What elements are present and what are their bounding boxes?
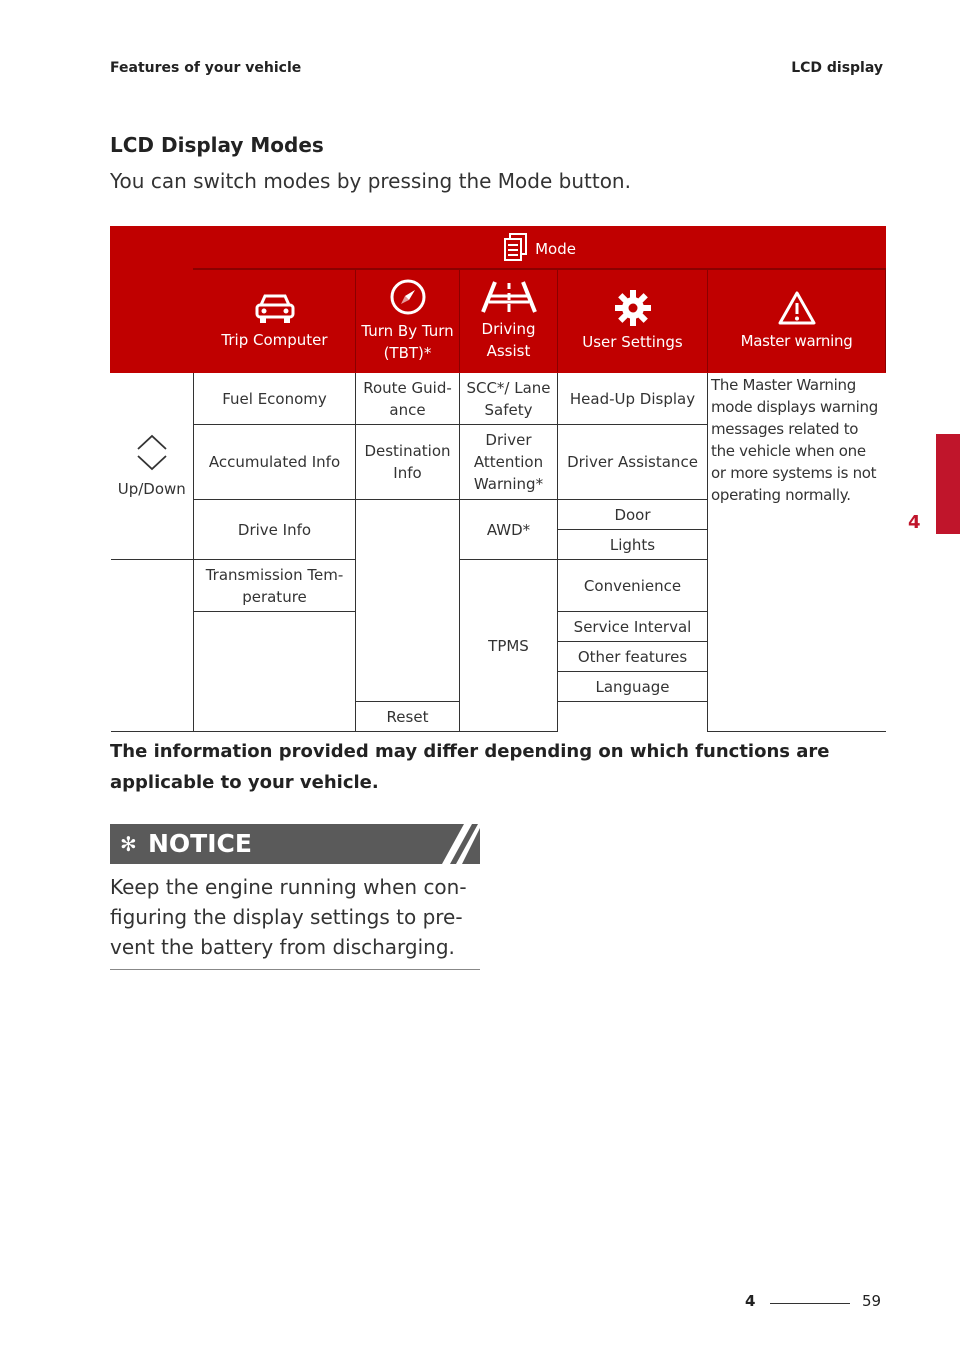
- mode-header-cell: [194, 227, 886, 269]
- column-header-user-settings: [558, 269, 708, 373]
- table-cell: Reset: [356, 702, 460, 732]
- running-header-section: Features of your vehicle: [110, 60, 302, 76]
- table-cell: Door: [558, 500, 708, 530]
- lcd-modes-table: [110, 226, 886, 732]
- footer-chapter-number: 4: [745, 1292, 756, 1310]
- table-cell: TPMS: [460, 560, 558, 732]
- road-lanes-icon: [481, 280, 537, 314]
- column-header-trip-computer: [194, 269, 356, 373]
- table-cell: Accumulated Info: [194, 425, 356, 500]
- warning-triangle-icon: [777, 290, 817, 326]
- column-label-trip-computer: Trip Computer: [221, 330, 328, 349]
- table-cell: Fuel Economy: [194, 373, 356, 425]
- updown-label: Up/Down: [117, 480, 186, 498]
- table-cell-empty: [356, 500, 460, 702]
- chapter-side-tab: [936, 434, 960, 534]
- notice-asterisk-icon: ✻: [120, 832, 137, 856]
- column-header-tbt: [356, 269, 460, 373]
- notice-title: NOTICE: [148, 829, 252, 858]
- table-cell-empty: [194, 612, 356, 732]
- column-header-driving-assist: [460, 269, 558, 373]
- master-warning-description: The Master Warning mode displays warning messages related to the vehicle when one or more systems is not operating normally.: [708, 373, 886, 732]
- table-cell: Drive Info: [194, 500, 356, 560]
- table-cell: Head-Up Display: [558, 373, 708, 425]
- notice-banner: [110, 824, 480, 864]
- table-cell: Other features: [558, 642, 708, 672]
- table-cell: Language: [558, 672, 708, 702]
- table-cell: Convenience: [558, 560, 708, 612]
- table-cell: Destination Info: [356, 425, 460, 500]
- intro-text: You can switch modes by pressing the Mode button.: [110, 169, 631, 193]
- running-header-topic: LCD display: [791, 60, 883, 76]
- column-label-tbt: Turn By Turn (TBT)*: [361, 321, 454, 362]
- applicability-note: The information provided may differ depending on which functions are applicable to your vehicle.: [110, 741, 830, 793]
- table-cell: Transmission Tem-perature: [194, 560, 356, 612]
- column-header-master-warning: [708, 269, 886, 373]
- mode-pages-icon: [503, 232, 529, 262]
- section-title: LCD Display Modes: [110, 133, 324, 157]
- notice-body: Keep the engine running when con-figuring the display settings to pre-vent the battery from discharging.: [110, 875, 467, 959]
- table-cell: SCC*/ Lane Safety: [460, 373, 558, 425]
- table-corner-cell: [111, 227, 194, 373]
- chapter-side-number: 4: [908, 512, 921, 533]
- table-cell: Driver Assistance: [558, 425, 708, 500]
- car-icon: [253, 291, 297, 325]
- compass-icon: [389, 278, 427, 316]
- diagonal-stripes-decoration: [416, 824, 480, 864]
- table-cell: Service Interval: [558, 612, 708, 642]
- up-down-arrows-icon: [134, 432, 170, 472]
- table-cell-empty: [111, 560, 194, 732]
- column-label-driving-assist: Driving Assist: [481, 319, 536, 360]
- footer-page-number: 59: [862, 1292, 882, 1310]
- column-label-user-settings: User Settings: [582, 332, 683, 351]
- column-label-master-warning: Master warning: [740, 331, 853, 350]
- table-cell: Lights: [558, 530, 708, 560]
- updown-cell: [111, 373, 194, 560]
- table-cell: Route Guid-ance: [356, 373, 460, 425]
- table-cell: AWD*: [460, 500, 558, 560]
- table-cell: Driver Attention Warning*: [460, 425, 558, 500]
- footer-divider: [770, 1303, 850, 1304]
- gear-icon: [614, 289, 652, 327]
- mode-header-label: Mode: [535, 240, 576, 259]
- notice-divider: [110, 969, 480, 970]
